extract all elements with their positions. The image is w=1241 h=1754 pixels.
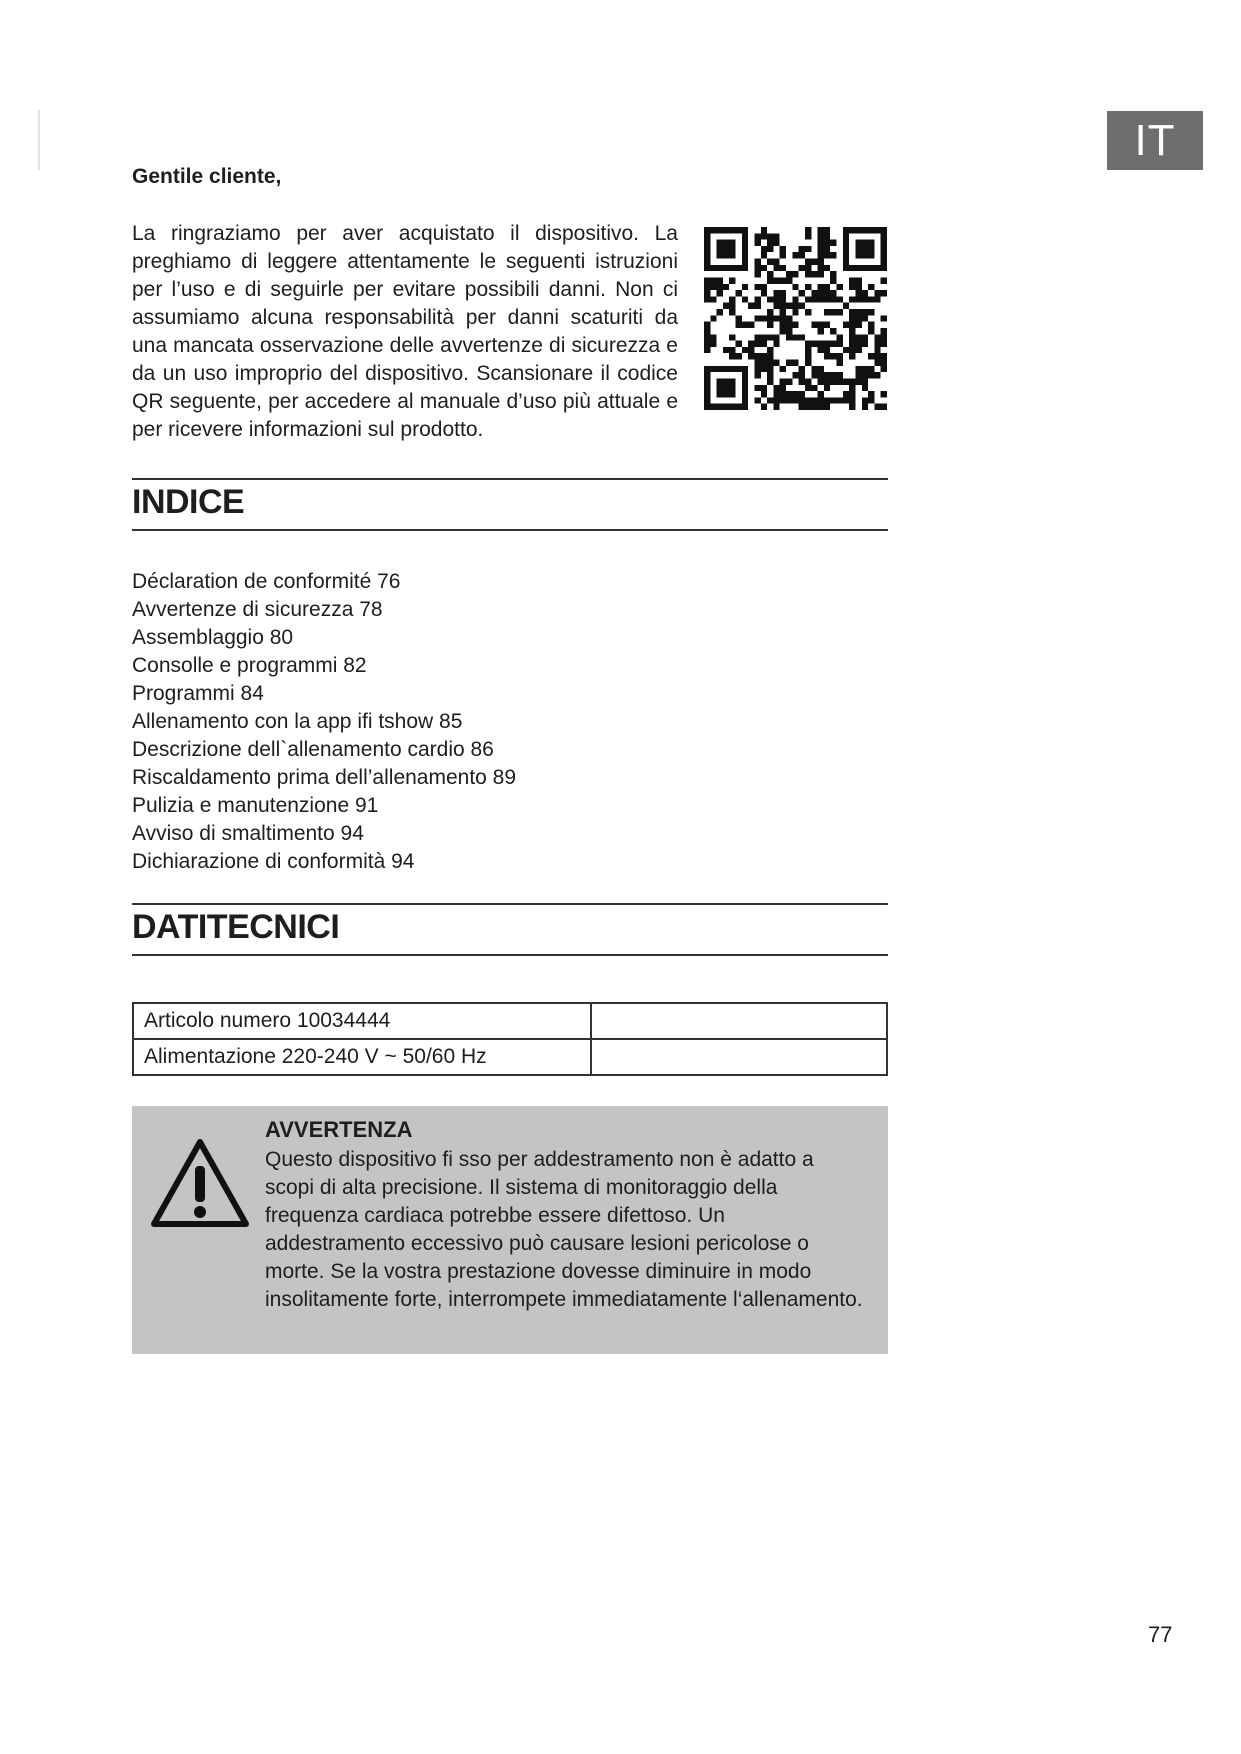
toc-item: Programmi 84 (132, 682, 264, 705)
tech-title: DATITECNICI (132, 908, 340, 946)
toc-item: Déclaration de conformité 76 (132, 570, 401, 593)
toc-item: Consolle e programmi 82 (132, 654, 367, 677)
tech-specs-table (132, 1002, 888, 1076)
toc-item: Allenamento con la app ifi tshow 85 (132, 710, 463, 733)
toc-item: Avvertenze di sicurezza 78 (132, 598, 383, 621)
tech-bottom-rule (132, 954, 888, 956)
toc-item: Avviso di smaltimento 94 (132, 822, 364, 845)
toc-item: Assemblaggio 80 (132, 626, 294, 649)
page-number: 77 (1148, 1622, 1173, 1647)
spec-value (591, 1039, 887, 1075)
table-row (133, 1039, 887, 1075)
index-bottom-rule (132, 529, 888, 531)
toc-item: Riscaldamento prima dell’allenamento 89 (132, 766, 517, 789)
warning-title: AVVERTENZA (265, 1117, 413, 1142)
index-top-rule (132, 478, 888, 480)
tech-top-rule (132, 903, 888, 905)
language-tab: IT (1107, 111, 1203, 170)
greeting: Gentile cliente, (132, 165, 282, 188)
warning-text: Questo dispositivo fi sso per addestramento non è adatto a scopi di alta precisione. Il sistema di monitoraggio della frequenza cardiaca potrebbe essere difettoso. Un addestramento eccessivo può causare lesioni pericolose o morte. Se la vostra prestazione dovesse diminuire in modo insolitamente forte, interrompete immediatamente l‘allenamento. (265, 1148, 863, 1311)
toc-item: Pulizia e manutenzione 91 (132, 794, 379, 817)
spec-label: Articolo numero 10034444 (133, 1003, 591, 1039)
warning-triangle-icon (148, 1136, 252, 1230)
toc-item: Dichiarazione di conformità 94 (132, 850, 415, 873)
spec-value (591, 1003, 887, 1039)
warning-box (132, 1106, 888, 1354)
qr-code-icon[interactable] (704, 227, 887, 410)
toc-item: Descrizione dell`allenamento cardio 86 (132, 738, 494, 761)
index-title: INDICE (132, 483, 245, 521)
page-edge-mark (38, 110, 40, 170)
intro-paragraph: La ringraziamo per aver acquistato il dispositivo. La preghiamo di leggere attentamente le seguenti istruzioni per l’uso e di seguirle per evitare possibili danni. Non ci assumiamo alcuna responsabilità per danni scaturiti da una mancata osservazione delle avvertenze di sicurezza e da un uso improprio del dispositivo. Scansionare il codice QR seguente, per accedere al manuale d’uso più attuale e per ricevere informazioni sul prodotto. (132, 222, 678, 441)
table-row (133, 1003, 887, 1039)
spec-label: Alimentazione 220-240 V ~ 50/60 Hz (133, 1039, 591, 1075)
table-of-contents (132, 568, 516, 876)
